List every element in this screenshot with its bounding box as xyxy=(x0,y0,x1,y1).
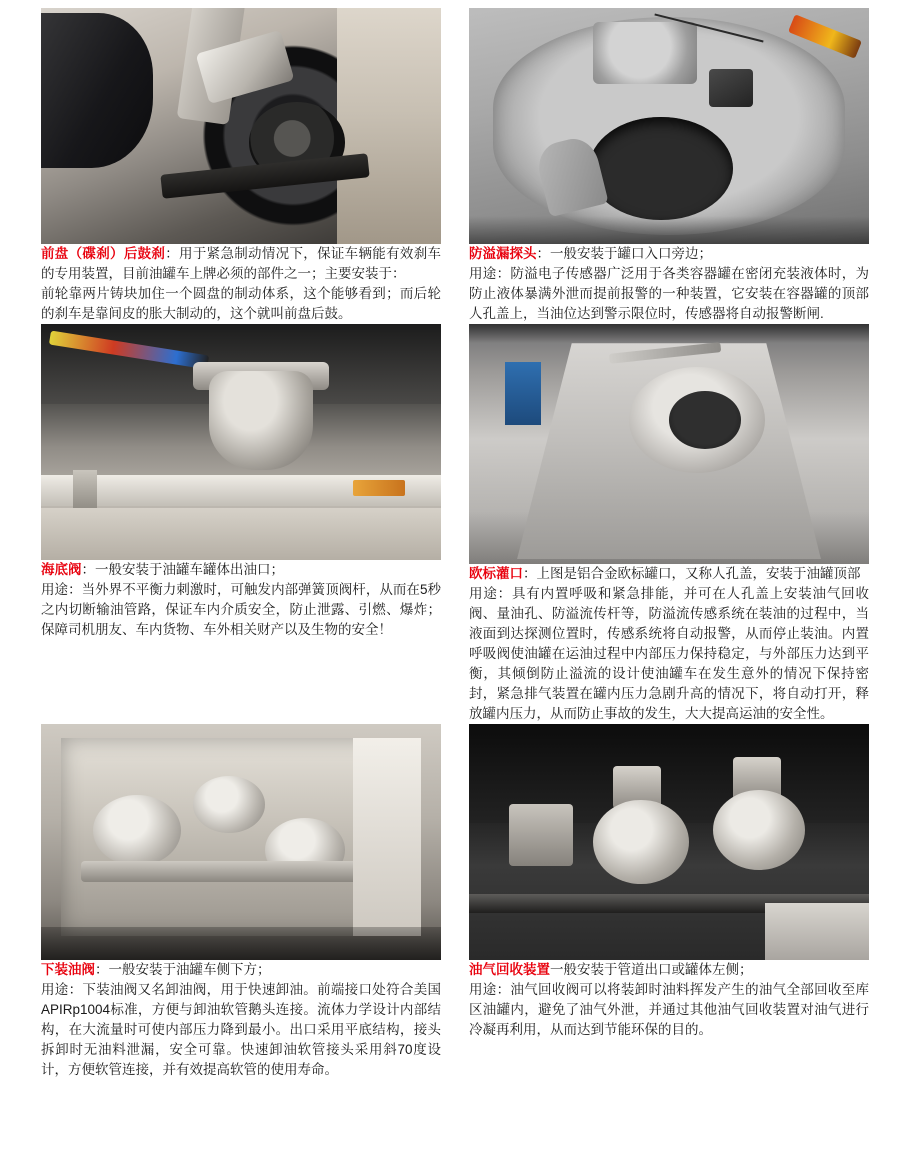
photo-top-shadow xyxy=(469,324,869,343)
photo-tire xyxy=(41,13,153,169)
caption-3 xyxy=(41,560,441,580)
caption-body-1: 前轮靠两片铸块加住一个圆盘的制动体系，这个能够看到；而后轮的刹车是靠间皮的胀大制动的，这个就叫前盘后鼓。 xyxy=(41,286,441,321)
photo-ground xyxy=(41,508,441,560)
figure-block-6 xyxy=(469,724,869,1080)
photo-shadow xyxy=(469,216,869,244)
figure-block-4 xyxy=(469,324,869,724)
caption-body-2: 用途：防溢电子传感器广泛用于各类容器罐在密闭充装液体时，为防止液体暴满外泄而提前报警的一种装置，它安装在容器罐的顶部人孔盖上，当油位达到警示限位时，传感器将自动报警断闸. xyxy=(469,266,869,321)
caption-lead-4: ：上图是铝合金欧标罐口，又称人孔盖，安装于油罐顶部 xyxy=(523,566,861,581)
caption-body-1-wrap xyxy=(41,284,441,324)
photo-recovery-valve-1 xyxy=(593,800,689,885)
photo-overflow-probe xyxy=(709,69,753,107)
photo-connector-box xyxy=(509,804,573,865)
caption-lead-5: ：一般安装于油罐车侧下方； xyxy=(95,962,271,977)
photo-loading-valve-2 xyxy=(193,776,265,833)
caption-term-1: 前盘（碟刹）后鼓刹 xyxy=(41,246,166,261)
figure-block-5 xyxy=(41,724,441,1080)
photo-side-panel xyxy=(353,738,421,936)
caption-body-4: 用途：具有内置呼吸和紧急排能，并可在人孔盖上安装油气回收阀、量油孔、防溢流传杆等，防溢流传感系统在装油的过程中，当液面到达探测位置时，传感系统将自动报警，从而停止装油。内置呼吸阀使油罐在运油过程中内部压力保持稳定，与外部压力达到平衡，其倾倒防止溢流的设计使油罐车在发生意外的情况下保持密封，紧急排气装置在罐内压力急剧升高的情况下，将自动打开，释放罐内压力，从而防止事故的发生，大大提高运油的安全性。 xyxy=(469,586,869,721)
caption-body-6: 用途：油气回收阀可以将装卸时油料挥发产生的油气全部回收至库区油罐内，避免了油气外泄，并通过其他油气回收装置对油气进行冷凝再利用，从而达到节能环保的目的。 xyxy=(469,982,869,1037)
front-disc-rear-drum-brake-photo xyxy=(41,8,441,244)
caption-body-4-wrap xyxy=(469,584,869,724)
photo-hatch-opening xyxy=(669,391,741,449)
caption-1 xyxy=(41,244,441,284)
vapour-recovery-unit-photo xyxy=(469,724,869,960)
caption-term-3: 海底阀 xyxy=(41,562,82,577)
caption-term-6: 油气回收装置 xyxy=(469,962,550,977)
photo-background-wall xyxy=(337,8,441,244)
caption-term-4: 欧标灌口 xyxy=(469,566,523,581)
bottom-valve-photo xyxy=(41,324,441,560)
caption-lead-6: 一般安装于管道出口或罐体左侧； xyxy=(550,962,753,977)
photo-recovery-valve-2 xyxy=(713,790,805,870)
photo-mounting-strap xyxy=(73,470,97,512)
caption-2 xyxy=(469,244,869,264)
figure-block-1 xyxy=(41,8,441,324)
figure-block-3 xyxy=(41,324,441,724)
caption-lead-3: ：一般安装于油罐车罐体出油口； xyxy=(81,562,284,577)
caption-lead-1: ：用于紧急制动情况下，保证车辆能有效刹车的专用装置，目前油罐车上牌必须的部件之一；主要安装于： xyxy=(41,246,442,281)
caption-body-2-wrap xyxy=(469,264,869,324)
caption-term-5: 下装油阀 xyxy=(41,962,95,977)
euro-standard-manhole-photo xyxy=(469,324,869,564)
caption-5 xyxy=(41,960,441,980)
caption-body-5: 用途：下装油阀又名卸油阀，用于快速卸油。前端接口处符合美国APIRp1004标准，方便与卸油软管鹅头连接。流体力学设计内部结构，在大流量时可使内部压力降到最小。出口采用平底结构，接头拆卸时无油料泄漏，安全可靠。快速卸油软管接头采用斜70度设计，方便软管连接，并有效提高软管的使用寿命。 xyxy=(41,982,441,1077)
figure-block-2 xyxy=(469,8,869,324)
photo-manifold-pipe xyxy=(81,861,361,882)
caption-body-5-wrap xyxy=(41,980,441,1080)
caption-6 xyxy=(469,960,869,980)
photo-shadow xyxy=(41,927,441,960)
photo-valve-flange xyxy=(593,22,697,83)
photo-manhole-opening xyxy=(589,117,733,221)
photo-reflector xyxy=(353,480,405,497)
photo-blue-box xyxy=(505,362,541,424)
photo-bottom-valve xyxy=(209,371,313,470)
photo-loading-valve-1 xyxy=(93,795,181,866)
caption-body-6-wrap xyxy=(469,980,869,1040)
photo-white-panel xyxy=(765,903,869,960)
caption-lead-2: ：一般安装于罐口入口旁边； xyxy=(536,246,712,261)
caption-4 xyxy=(469,564,869,584)
figure-grid xyxy=(8,8,902,1080)
bottom-loading-valve-photo xyxy=(41,724,441,960)
caption-body-3-wrap xyxy=(41,580,441,640)
caption-body-3: 用途：当外界不平衡力刺激时，可触发内部弹簧顶阀杆，从而在5秒之内切断输油管路，保证车内介质安全，防止泄露、引燃、爆炸；保障司机朋友、车内货物、车外相关财产以及生物的安全！ xyxy=(41,582,441,637)
caption-term-2: 防溢漏探头 xyxy=(469,246,537,261)
overflow-probe-photo xyxy=(469,8,869,244)
